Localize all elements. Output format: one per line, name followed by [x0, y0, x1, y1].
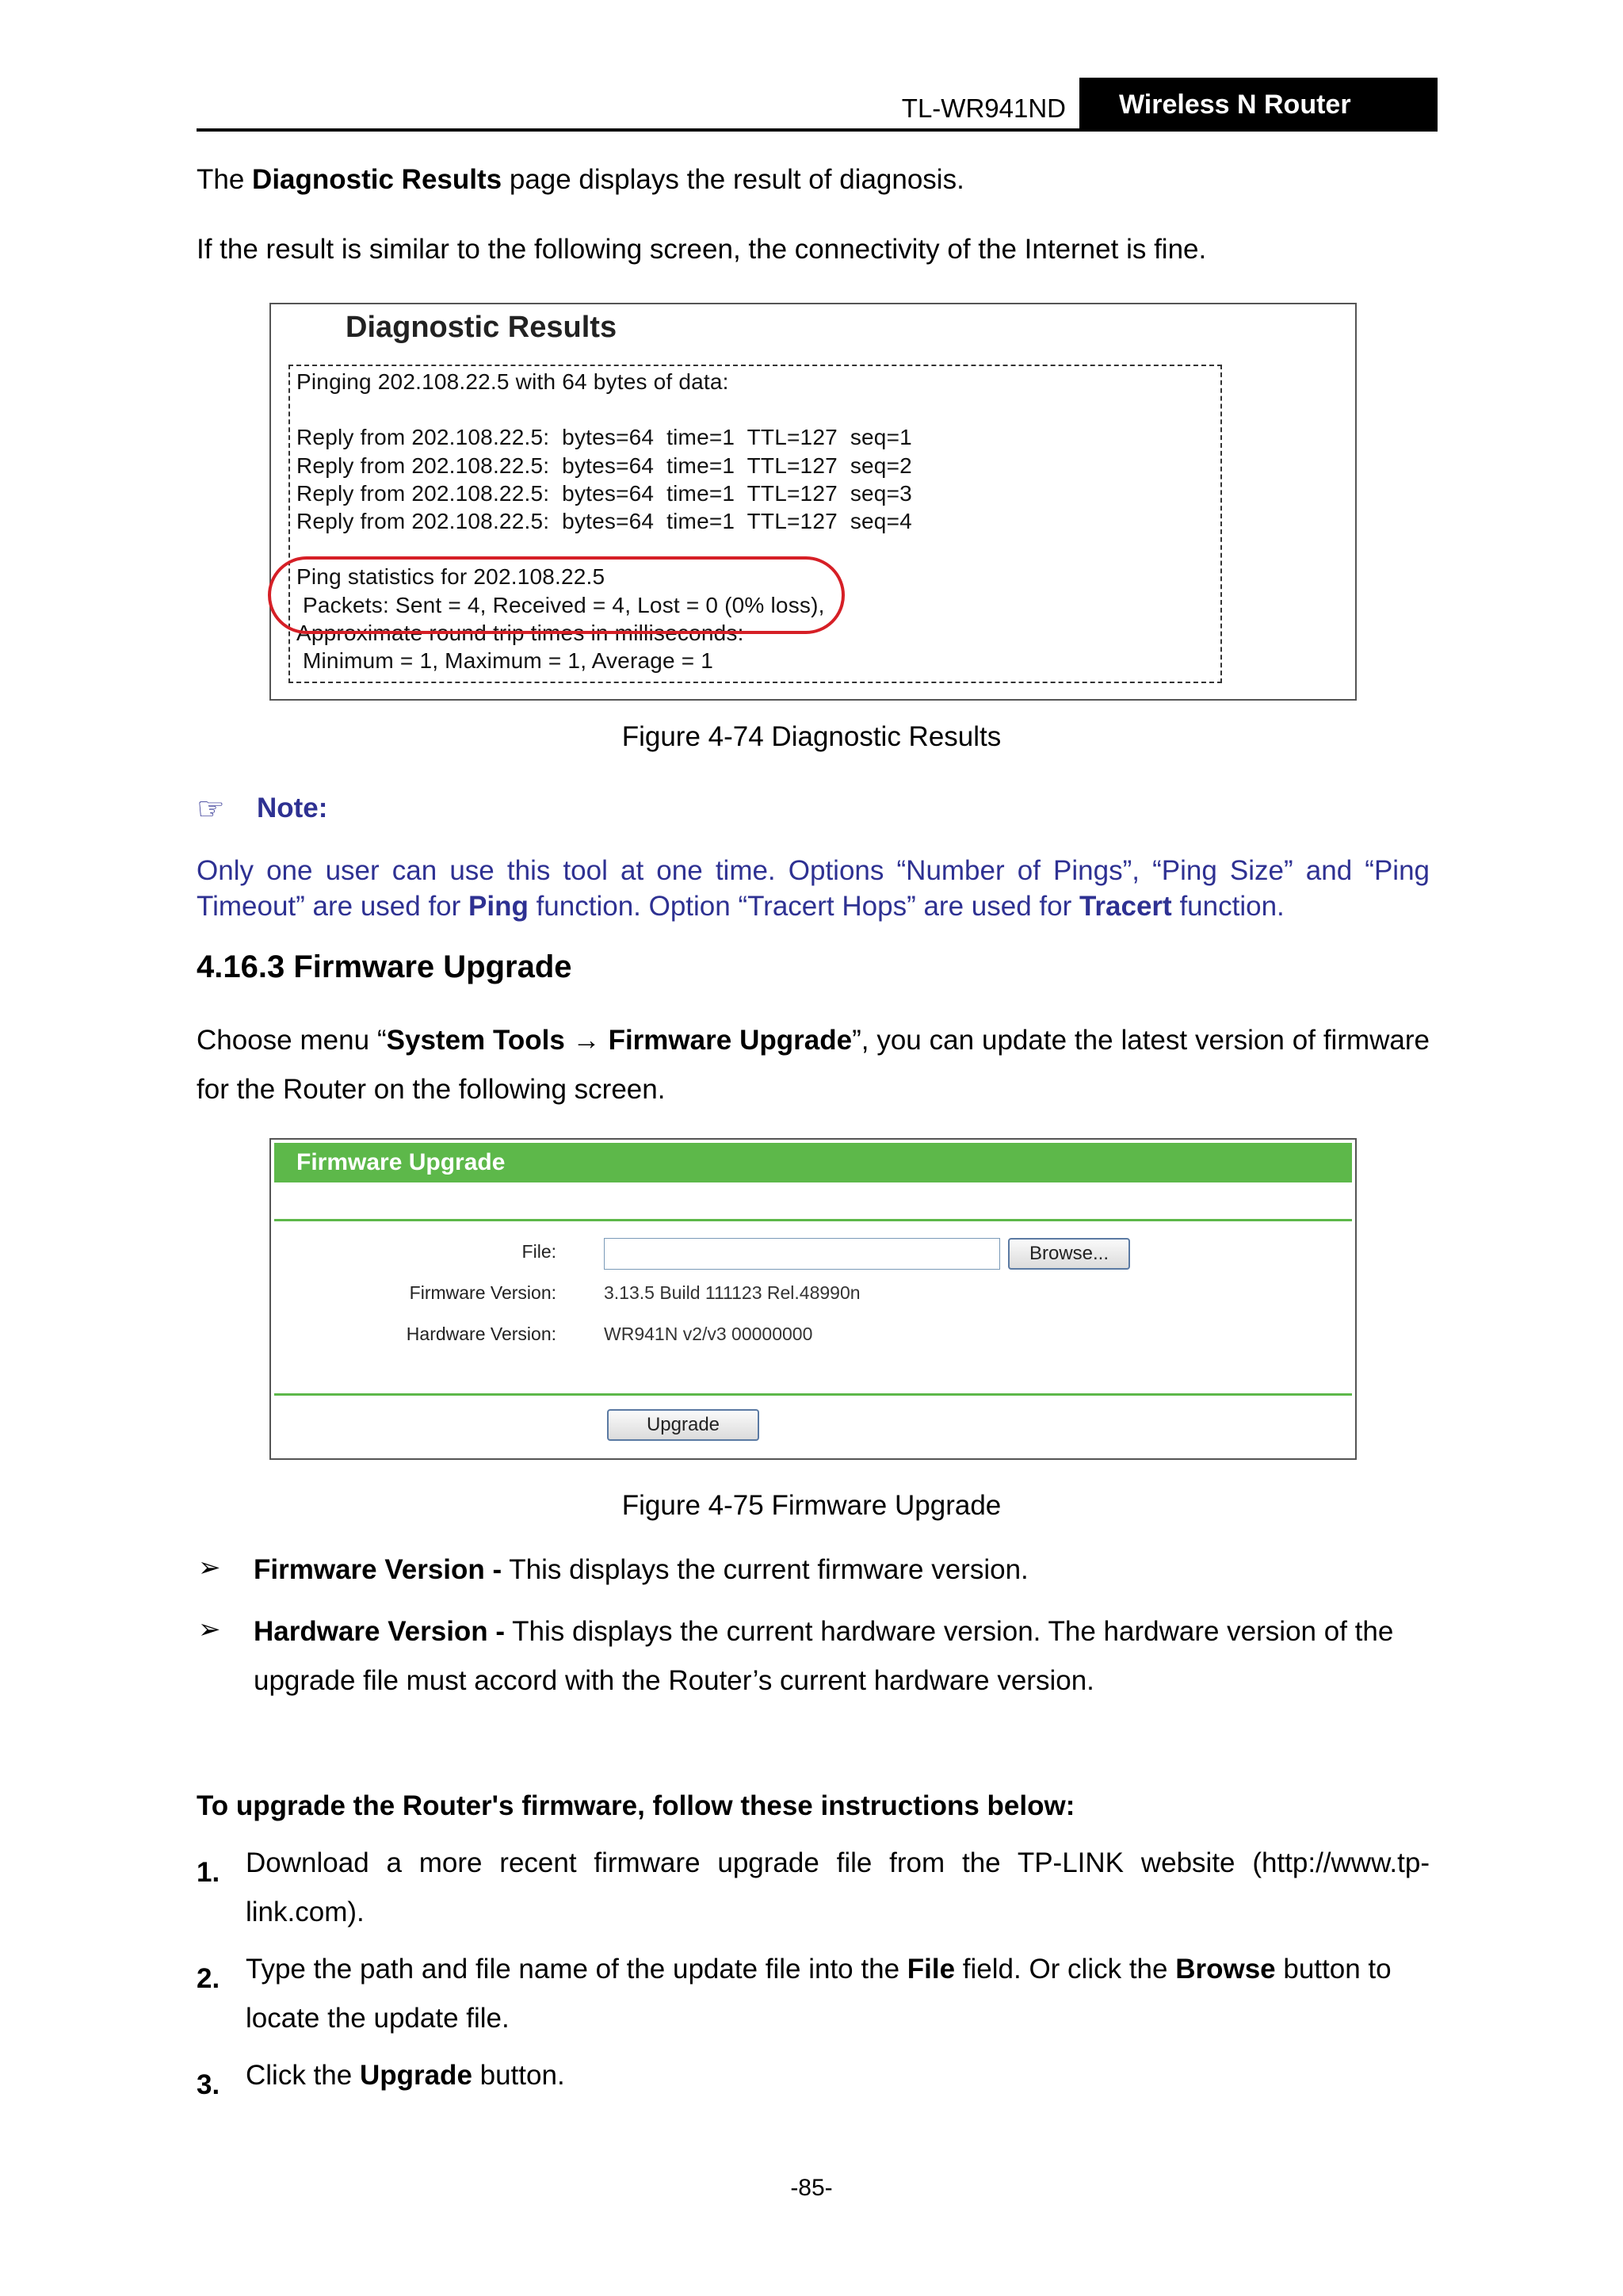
step-number: 3.	[197, 2069, 220, 2100]
step-3-text: Click the Upgrade button.	[246, 2060, 565, 2091]
diag-line: Ping statistics for 202.108.22.5	[296, 564, 605, 589]
diag-line: Reply from 202.108.22.5: bytes=64 time=1 TTL=127 seq=3	[296, 481, 912, 506]
bullet-hardware-version: Hardware Version - This displays the current hardware version. The hardware version of the upgrade file must accord with the Router’s current hardware version.	[254, 1616, 1394, 1696]
diag-line: Pinging 202.108.22.5 with 64 bytes of data:	[296, 369, 729, 394]
step-number: 2.	[197, 1963, 220, 1994]
diag-line: Packets: Sent = 4, Received = 4, Lost = 0 (0% loss),	[296, 593, 825, 617]
highlight-oval	[268, 556, 845, 634]
figure-caption-4-75: Figure 4-75 Firmware Upgrade	[621, 1490, 1002, 1521]
instructions-heading: To upgrade the Router's firmware, follow these instructions below:	[197, 1790, 1075, 1821]
note-heading: Note:	[257, 793, 328, 823]
intro-paragraph-2: If the result is similar to the following screen, the connectivity of the Internet is fine.	[197, 234, 1207, 265]
diag-line: Reply from 202.108.22.5: bytes=64 time=1 TTL=127 seq=2	[296, 453, 912, 478]
header-product-label: Wireless N Router	[1079, 78, 1438, 132]
figure-caption-4-74: Figure 4-74 Diagnostic Results	[621, 721, 1002, 752]
browse-button[interactable]: Browse...	[1008, 1238, 1130, 1270]
intro-paragraph-1: The Diagnostic Results page displays the result of diagnosis.	[197, 164, 964, 195]
firmware-version-value: 3.13.5 Build 111123 Rel.48990n	[604, 1282, 861, 1303]
diag-line: Reply from 202.108.22.5: bytes=64 time=1 TTL=127 seq=1	[296, 425, 912, 449]
diagnostic-title: Diagnostic Results	[346, 311, 617, 344]
hardware-version-value: WR941N v2/v3 00000000	[604, 1324, 813, 1344]
section-title: 4.16.3 Firmware Upgrade	[197, 949, 572, 984]
step-2-text: Type the path and file name of the update file into the File field. Or click the Browse button to locate the update file.	[246, 1954, 1392, 2034]
firmware-title-bar: Firmware Upgrade	[274, 1143, 1352, 1182]
hardware-version-label: Hardware Version:	[406, 1324, 556, 1344]
header-rule	[197, 128, 1438, 132]
file-label: File:	[521, 1241, 556, 1262]
page-number: -85-	[790, 2175, 833, 2201]
firmware-upgrade-screenshot	[269, 1138, 1357, 1460]
pointing-hand-icon: ☞	[197, 792, 225, 827]
bullet-marker: ➢	[198, 1614, 221, 1645]
step-1-text: Download a more recent firmware upgrade file from the TP-LINK website (http://www.tp-link.com).	[246, 1847, 1430, 1927]
firmware-divider	[274, 1393, 1352, 1396]
intro-bold-term: Diagnostic Results	[252, 164, 502, 195]
upgrade-button[interactable]: Upgrade	[607, 1409, 759, 1441]
note-body: Only one user can use this tool at one time. Options “Number of Pings”, “Ping Size” and “Ping Timeout” are used for Ping function. Option “Tracert Hops” are used for Tracert function.	[197, 855, 1430, 922]
header-model: TL-WR941ND	[901, 94, 1066, 123]
bullet-marker: ➢	[198, 1553, 221, 1583]
bullet-firmware-version: Firmware Version - This displays the current firmware version.	[254, 1554, 1029, 1585]
diag-line: Approximate round trip times in milliseconds:	[296, 621, 744, 645]
diagnostic-results-screenshot	[269, 303, 1357, 701]
firmware-version-label: Firmware Version:	[409, 1282, 556, 1303]
firmware-divider	[274, 1219, 1352, 1221]
step-number: 1.	[197, 1857, 220, 1888]
diag-line: Minimum = 1, Maximum = 1, Average = 1	[296, 648, 714, 673]
diag-line: Reply from 202.108.22.5: bytes=64 time=1 TTL=127 seq=4	[296, 509, 912, 533]
section-paragraph: Choose menu “System Tools → Firmware Upgrade”, you can update the latest version of firmware for the Router on the following screen.	[197, 1025, 1430, 1105]
file-input[interactable]	[604, 1238, 1000, 1270]
